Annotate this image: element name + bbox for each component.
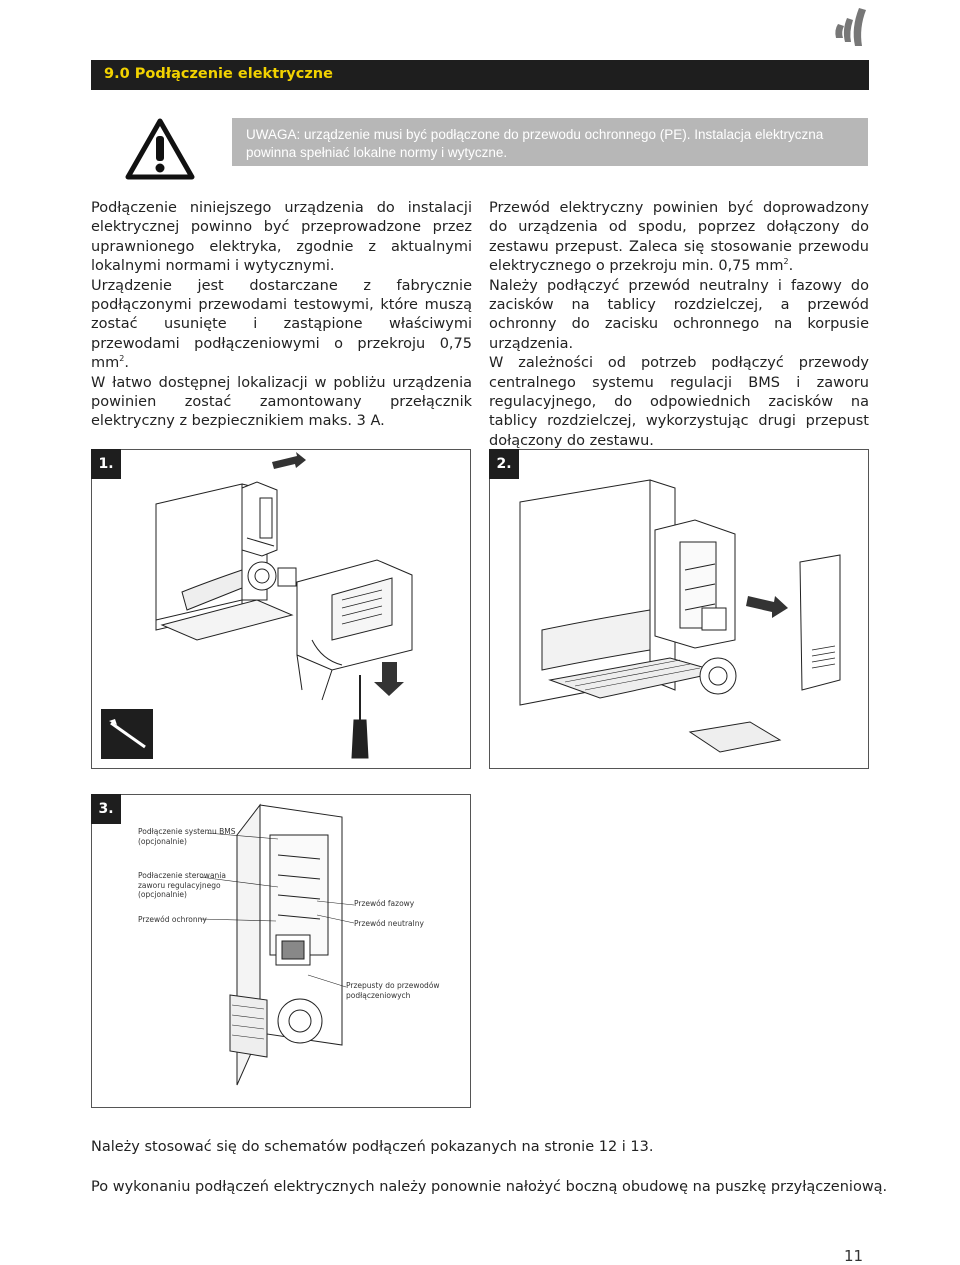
warning-text: UWAGA: urządzenie musi być podłączone do przewodu ochronnego (PE). Instalacja elektryczna powinna spełniać lokalne normy i wytyczne.: [246, 127, 824, 160]
brand-logo-icon: [832, 4, 872, 50]
left-text-column: [91, 199, 472, 432]
warning-triangle-icon: [124, 116, 196, 182]
unit-drawing: [490, 450, 868, 768]
figure-number: 3.: [91, 794, 121, 824]
page-number: 11: [844, 1247, 864, 1265]
right-text-column: [489, 199, 869, 451]
figure-3: [91, 794, 471, 1108]
note-schematics: Należy stosować się do schematów podłączeń pokazanych na stronie 12 i 13.: [91, 1139, 654, 1155]
screwdriver-icon: [101, 709, 153, 759]
callout-grommets: Przepusty do przewodów podłączeniowych: [346, 981, 440, 1000]
figure-1: [91, 449, 471, 769]
figure-2: [489, 449, 869, 769]
paragraph: Urządzenie jest dostarczane z fabrycznie podłączonymi przewodami testowymi, które muszą zostać usunięte i zastąpione właściwymi przewodami podłączeniowymi o przekroju 0,75 $mm^2$.: [91, 277, 472, 372]
paragraph: Przewód elektryczny powinien być doprowadzony do urządzenia od spodu, poprzez dołączony do zestawu przepust. Zaleca się stosowanie przewodu elektrycznego o przekroju min. 0,75 $mm^2$.: [489, 200, 869, 275]
callout-valve: Podłaczenie sterowania zaworu regulacyjnego (opcjonalnie): [138, 871, 226, 899]
callout-neutral: Przewód neutralny: [354, 919, 424, 928]
callout-bms: Podłączenie systemu BMS (opcjonalnie): [138, 827, 236, 846]
figure-number: 1.: [91, 449, 121, 479]
figure-number: 2.: [489, 449, 519, 479]
paragraph: W zależności od potrzeb podłączyć przewody centralnego systemu regulacji BMS i zaworu regulacyjnego, do odpowiednich zacisków na tablicy rozdzielczej, wykorzystując drugi przepust dołączony do zestawu.: [489, 355, 869, 449]
paragraph: Podłączenie niniejszego urządzenia do instalacji elektrycznej powinno być przeprowadzone przez uprawnionego elektryka, zgodnie z aktualnymi lokalnymi normami i wytycznymi.: [91, 200, 472, 275]
callout-phase: Przewód fazowy: [354, 899, 415, 908]
note-reattach-cover: Po wykonaniu podłączeń elektrycznych należy ponownie nałożyć boczną obudowę na puszkę przyłączeniową.: [91, 1179, 888, 1195]
section-title: 9.0 Podłączenie elektryczne: [104, 66, 333, 82]
paragraph: Należy podłączyć przewód neutralny i fazowy do zacisków na tablicy rozdzielczej, a przewód ochronny do zacisku ochronnego na korpusie urządzenia.: [489, 277, 869, 352]
paragraph: W łatwo dostępnej lokalizacji w pobliżu urządzenia powinien zostać zamontowany przełącznik elektryczny z bezpiecznikiem maks. 3 A.: [91, 374, 472, 430]
callout-protective: Przewód ochronny: [138, 915, 207, 924]
